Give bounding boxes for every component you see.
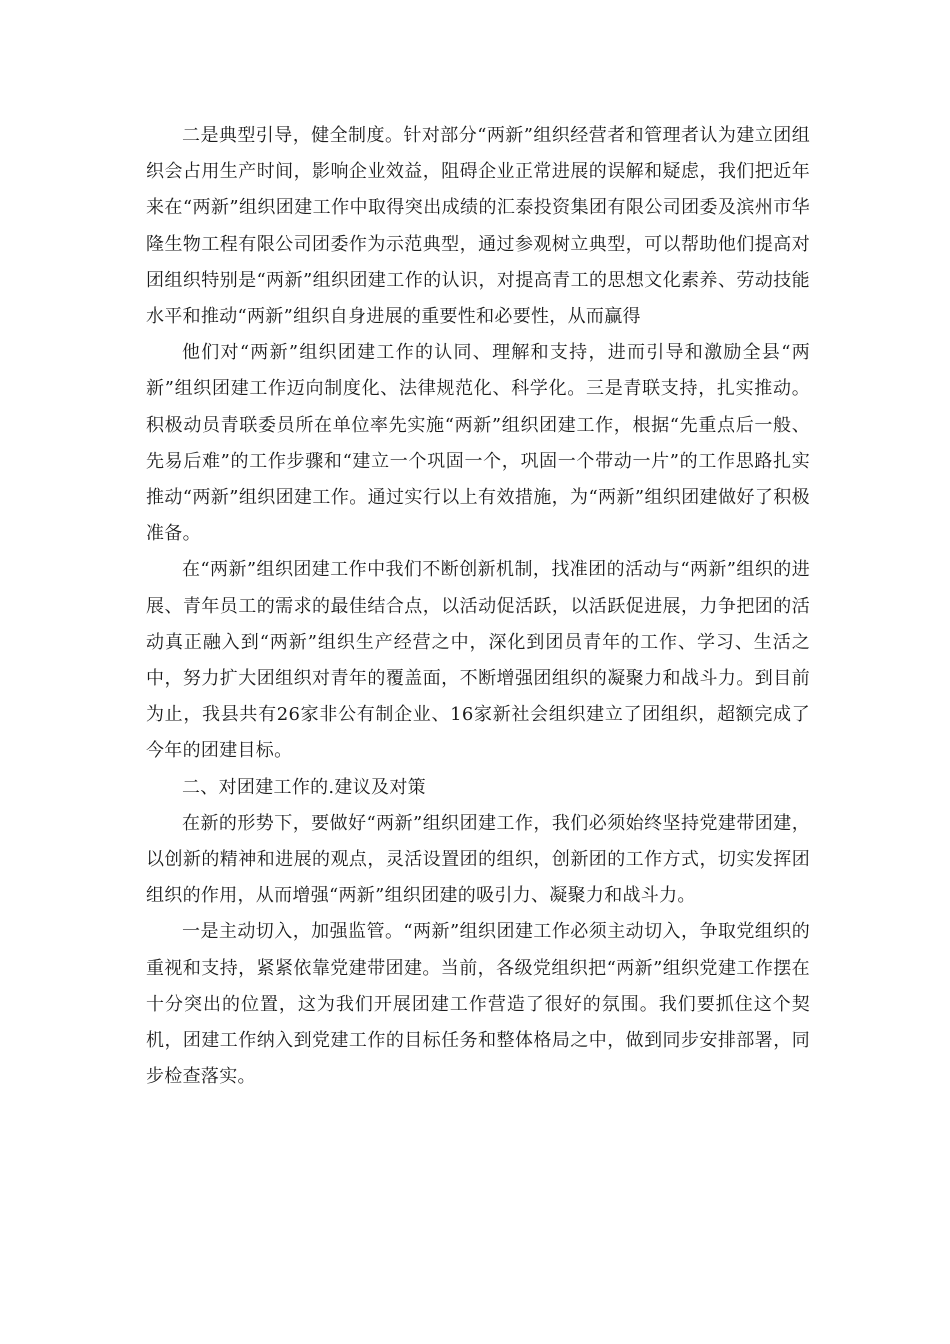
paragraph-new-situation: 在新的形势下，要做好“两新”组织团建工作，我们必须始终坚持党建带团建，以创新的精神和进展的观点，灵活设置团的组织，创新团的工作方式，切实发挥团组织的作用，从而增强“两新”组织团建的吸引力、凝聚力和战斗力。 bbox=[146, 812, 810, 907]
paragraph-active-entry: 一是主动切入，加强监管。“两新”组织团建工作必须主动切入，争取党组织的重视和支持，紧紧依靠党建带团建。当前，各级党组织把“两新”组织党建工作摆在十分突出的位置，这为我们开展团建工作营造了很好的氛围。我们要抓住这个契机，团建工作纳入到党建工作的目标任务和整体格局之中，做到同步安排部署，同步检查落实。 bbox=[146, 921, 810, 1088]
document-page bbox=[146, 118, 810, 1095]
section-heading-suggestions: 二、对团建工作的.建议及对策 bbox=[182, 776, 426, 798]
paragraph-youth-federation-support: 他们对“两新”组织团建工作的认同、理解和支持，进而引导和激励全县“两新”组织团建工作迈向制度化、法律规范化、科学化。三是青联支持，扎实推动。积极动员青联委员所在单位率先实施“两新”组织团建工作，根据“先重点后一般、先易后难”的工作步骤和“建立一个巩固一个，巩固一个带动一片”的工作思路扎实推动“两新”组织团建工作。通过实行以上有效措施，为“两新”组织团建做好了积极准备。 bbox=[146, 342, 810, 545]
paragraph-innovation-mechanism: 在“两新”组织团建工作中我们不断创新机制，找准团的活动与“两新”组织的进展、青年员工的需求的最佳结合点，以活动促活跃，以活跃促进展，力争把团的活动真正融入到“两新”组织生产经营之中，深化到团员青年的工作、学习、生活之中，努力扩大团组织对青年的覆盖面，不断增强团组织的凝聚力和战斗力。到目前为止，我县共有26家非公有制企业、16家新社会组织建立了团组织，超额完成了今年的团建目标。 bbox=[146, 559, 810, 762]
paragraph-typical-guidance: 二是典型引导，健全制度。针对部分“两新”组织经营者和管理者认为建立团组织会占用生产时间，影响企业效益，阻碍企业正常进展的误解和疑虑，我们把近年来在“两新”组织团建工作中取得突出成绩的汇泰投资集团有限公司团委及滨州市华隆生物工程有限公司团委作为示范典型，通过参观树立典型，可以帮助他们提高对团组织特别是“两新”组织团建工作的认识，对提高青工的思想文化素养、劳动技能水平和推动“两新”组织自身进展的重要性和必要性，从而赢得 bbox=[146, 125, 810, 328]
